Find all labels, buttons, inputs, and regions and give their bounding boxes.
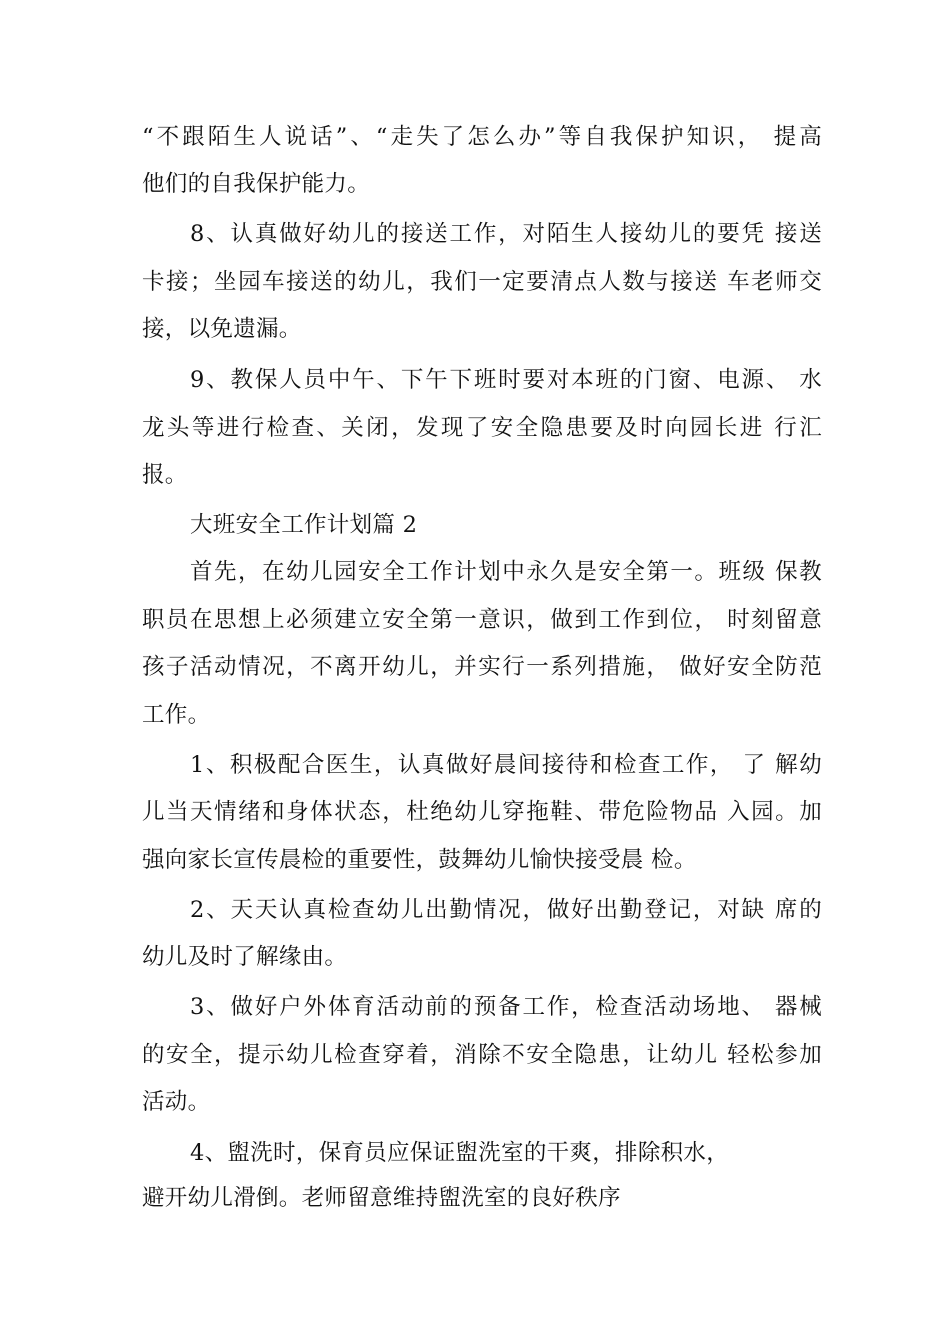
text-line: 强向家长宣传晨检的重要性，鼓舞幼儿愉快接受晨 检。	[142, 847, 697, 873]
text-line: 的安全，提示幼儿检查穿着，消除不安全隐患，让幼儿 轻松参加	[142, 1042, 822, 1068]
text-line: 儿当天情绪和身体状态，杜绝幼儿穿拖鞋、带危险物品 入园。加	[142, 799, 822, 825]
text-line: 接，以免遗漏。	[142, 316, 302, 342]
paragraph-intro-start: 首先，在幼儿园安全工作计划中永久是安全第一。班级 保教	[190, 559, 822, 585]
text-line: 活动。	[142, 1089, 211, 1115]
text-line: 幼儿及时了解缘由。	[142, 944, 348, 970]
text-line: 职员在思想上必须建立安全第一意识，做到工作到位， 时刻留意	[142, 607, 822, 633]
text-line: 避开幼儿滑倒。老师留意维持盥洗室的良好秩序	[142, 1185, 621, 1211]
paragraph-8-start: 8、认真做好幼儿的接送工作，对陌生人接幼儿的要凭 接送	[190, 221, 822, 247]
paragraph-4-start: 4、盥洗时，保育员应保证盥洗室的干爽，排除积水，	[190, 1140, 730, 1166]
text-line: 卡接；坐园车接送的幼儿，我们一定要清点人数与接送 车老师交	[142, 269, 822, 295]
paragraph-2-start: 2、天天认真检查幼儿出勤情况，做好出勤登记，对缺 席的	[190, 897, 822, 923]
paragraph-3-start: 3、做好户外体育活动前的预备工作，检查活动场地、 器械	[190, 994, 822, 1020]
paragraph-9-start: 9、教保人员中午、下午下班时要对本班的门窗、电源、 水	[190, 367, 822, 393]
paragraph-1-start: 1、积极配合医生，认真做好晨间接待和检查工作， 了 解幼	[190, 752, 822, 778]
text-line: “不跟陌生人说话”、“走失了怎么办”等自我保护知识， 提高	[142, 124, 822, 150]
text-line: 他们的自我保护能力。	[142, 171, 371, 197]
section-heading: 大班安全工作计划篇 2	[190, 512, 418, 538]
text-line: 工作。	[142, 702, 211, 728]
text-line: 孩子活动情况，不离开幼儿，并实行一系列措施， 做好安全防范	[142, 654, 822, 680]
text-line: 龙头等进行检查、关闭，发现了安全隐患要及时向园长进 行汇	[142, 415, 822, 441]
text-line: 报。	[142, 462, 188, 488]
